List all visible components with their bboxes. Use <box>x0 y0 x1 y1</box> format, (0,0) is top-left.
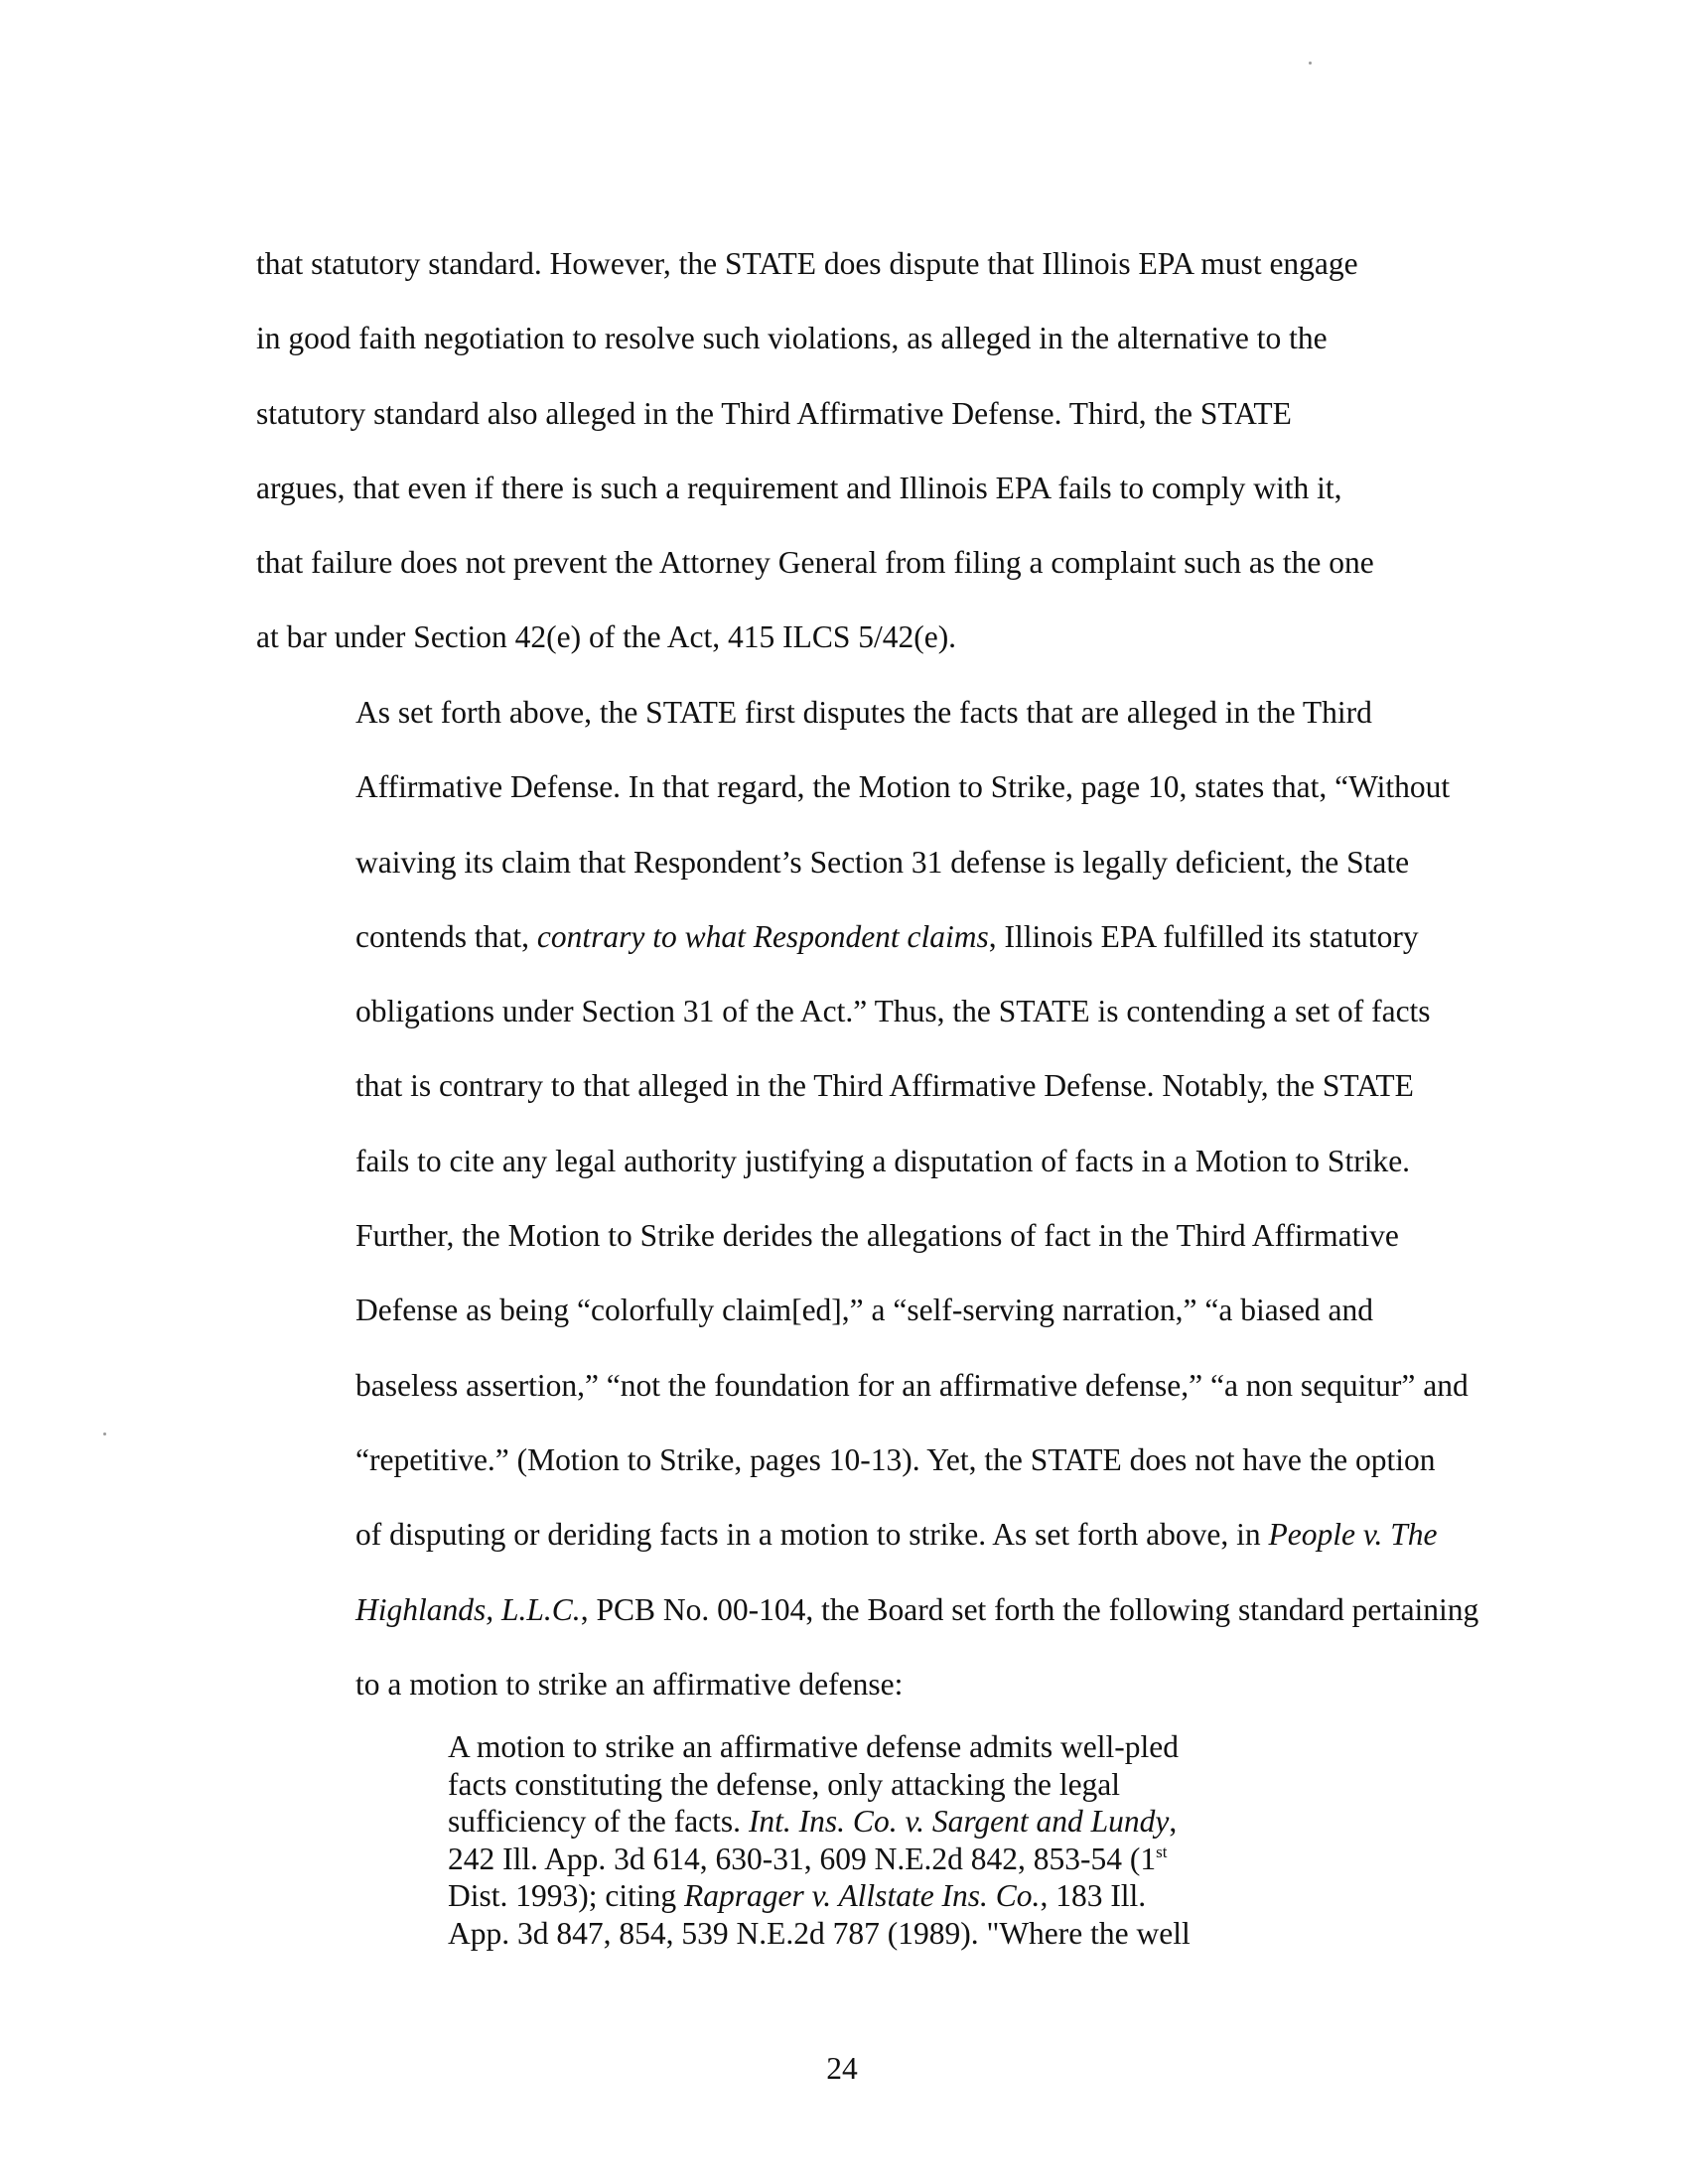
quote-line: facts constituting the defense, only attacking the legal <box>448 1766 1121 1802</box>
text-line: Defense as being “colorfully claim[ed],” a “self-serving narration,” “a biased and <box>355 1293 1374 1328</box>
text-line: “repetitive.” (Motion to Strike, pages 10-13). Yet, the STATE does not have the option <box>355 1441 1436 1477</box>
text-line: that is contrary to that alleged in the Third Affirmative Defense. Notably, the STATE <box>355 1068 1414 1104</box>
quote-line: A motion to strike an affirmative defense admits well-pled <box>448 1729 1179 1764</box>
text-segment: , PCB No. 00-104, the Board set forth the following standard pertaining <box>580 1591 1479 1627</box>
case-citation: Raprager v. Allstate Ins. Co. <box>684 1878 1041 1913</box>
text-line: at bar under Section 42(e) of the Act, 415 ILCS 5/42(e). <box>256 619 957 655</box>
quote-line <box>448 1803 1242 1841</box>
scan-speck <box>1309 62 1312 65</box>
ordinal-superscript: st <box>1156 1842 1168 1861</box>
quote-line: App. 3d 847, 854, 539 N.E.2d 787 (1989). "Where the well <box>448 1915 1191 1951</box>
emphasized-quote: contrary to what Respondent claims <box>536 918 989 954</box>
paragraph-disputed-facts <box>256 675 1479 1721</box>
text-line: fails to cite any legal authority justifying a disputation of facts in a Motion to Strike. <box>355 1143 1411 1178</box>
block-quote-legal-standard <box>448 1728 1242 1952</box>
text-line: Further, the Motion to Strike derides the allegations of fact in the Third Affirmative <box>355 1218 1399 1254</box>
text-line: statutory standard also alleged in the Third Affirmative Defense. Third, the STATE <box>256 395 1292 431</box>
text-line: that failure does not prevent the Attorney General from filing a complaint such as the one <box>256 545 1374 581</box>
text-segment: of disputing or deriding facts in a motion to strike. As set forth above, in <box>355 1517 1269 1553</box>
paragraph-state-argument <box>256 226 1428 675</box>
text-line: that statutory standard. However, the STATE does dispute that Illinois EPA must engage <box>256 246 1358 281</box>
text-line: to a motion to strike an affirmative defense: <box>355 1666 904 1702</box>
quote-line <box>448 1877 1242 1915</box>
quote-line <box>448 1841 1242 1878</box>
text-segment: 242 Ill. App. 3d 614, 630-31, 609 N.E.2d 842, 853-54 (1 <box>448 1841 1157 1876</box>
text-line: in good faith negotiation to resolve such violations, as alleged in the alternative to the <box>256 321 1328 356</box>
text-segment: Dist. 1993); citing <box>448 1878 684 1913</box>
text-line <box>256 1572 1479 1647</box>
text-segment: , Illinois EPA fulfilled its statutory <box>988 918 1419 954</box>
text-segment: , 183 Ill. <box>1040 1878 1147 1913</box>
text-line <box>256 1497 1438 1571</box>
case-citation: Highlands, L.L.C. <box>355 1591 581 1627</box>
text-segment: sufficiency of the facts. <box>448 1804 749 1839</box>
text-line: baseless assertion,” “not the foundation for an affirmative defense,” “a non sequitur” and <box>355 1367 1469 1403</box>
text-line: argues, that even if there is such a requirement and Illinois EPA fails to comply with it, <box>256 470 1342 505</box>
text-segment: contends that, <box>355 918 537 954</box>
case-citation: People v. The <box>1268 1517 1438 1553</box>
text-line: As set forth above, the STATE first disputes the facts that are alleged in the Third <box>355 695 1372 730</box>
text-segment: , <box>1169 1804 1178 1839</box>
text-line: waiving its claim that Respondent’s Section 31 defense is legally deficient, the State <box>355 844 1410 880</box>
text-line <box>256 899 1428 974</box>
scan-speck <box>103 1433 106 1435</box>
text-line: obligations under Section 31 of the Act.” Thus, the STATE is contending a set of facts <box>355 994 1431 1029</box>
case-citation: Int. Ins. Co. v. Sargent and Lundy <box>748 1804 1170 1839</box>
text-line: Affirmative Defense. In that regard, the Motion to Strike, page 10, states that, “Without <box>355 769 1451 805</box>
page-number: 24 <box>826 2051 858 2086</box>
